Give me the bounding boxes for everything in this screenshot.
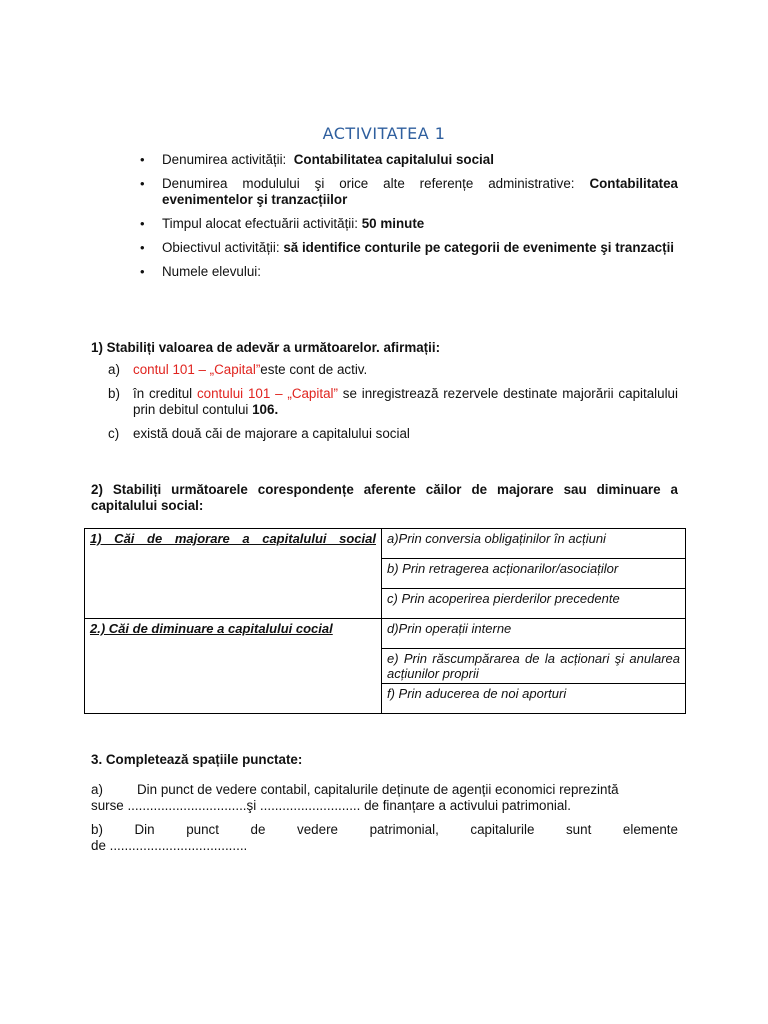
fill-in-item-b bbox=[91, 822, 678, 854]
module-name-value: Contabilitatea evenimentelor şi tranzacțiilor bbox=[162, 176, 678, 207]
list-item bbox=[108, 426, 678, 442]
list-item bbox=[136, 240, 678, 256]
time-value: 50 minute bbox=[361, 216, 425, 231]
item-label: b) bbox=[91, 822, 103, 837]
bullet-icon: • bbox=[140, 176, 145, 191]
table-cell: c) Prin acoperirea pierderilor precedente bbox=[382, 589, 686, 619]
list-item bbox=[108, 386, 678, 418]
list-item bbox=[108, 362, 678, 378]
fill-in-text: Din punct de vedere patrimonial, capitalurile sunt elemente bbox=[134, 822, 678, 837]
list-item bbox=[91, 782, 678, 814]
item-label: b) bbox=[108, 386, 120, 401]
increase-ways-cell: 1) Căi de majorare a capitalului social bbox=[85, 529, 382, 619]
table-cell: a)Prin conversia obligaținilor în acțiuni bbox=[382, 529, 686, 559]
module-name-label: Denumirea modulului şi orice alte referențe administrative: bbox=[162, 176, 575, 191]
activity-name-value: Contabilitatea capitalului social bbox=[293, 152, 494, 167]
red-highlight-text: contul 101 – „Capital” bbox=[133, 362, 261, 377]
student-name-label: Numele elevului: bbox=[162, 264, 261, 279]
bullet-icon: • bbox=[140, 152, 145, 167]
list-item bbox=[136, 216, 678, 232]
item-label: a) bbox=[91, 782, 103, 797]
page-title: ACTIVITATEA 1 bbox=[322, 124, 446, 143]
table-cell: b) Prin retragerea acționarilor/asociaților bbox=[382, 559, 686, 589]
activity-name-label: Denumirea activității: bbox=[162, 152, 287, 167]
statement-text: se inregistrează rezervele destinate majorării capitalului prin debitul contului bbox=[133, 386, 678, 417]
red-highlight-text: contului 101 – „Capital” bbox=[196, 386, 338, 401]
table-cell: e) Prin răscumpărarea de la acționari şi anularea acțiunilor proprii bbox=[382, 649, 686, 684]
fill-in-item-a bbox=[91, 782, 678, 814]
fill-in-line: de ..................................... bbox=[91, 838, 248, 853]
statement-text: este cont de activ. bbox=[260, 362, 368, 377]
fill-in-line bbox=[91, 782, 678, 798]
fill-in-text: Din punct de vedere contabil, capitalurile deținute de agenții economici reprezintă bbox=[137, 782, 619, 797]
table-row bbox=[85, 529, 686, 559]
question-1-title: 1) Stabiliți valoarea de adevăr a următoarelor. afirmații: bbox=[91, 340, 441, 355]
fill-in-line: surse ................................şi ........................... de finanțare a activului patrimonial. bbox=[91, 798, 572, 813]
list-item bbox=[136, 264, 678, 280]
bullet-icon: • bbox=[140, 240, 145, 255]
statement-text: în creditul bbox=[133, 386, 197, 401]
list-item bbox=[136, 152, 678, 168]
question-1-statements bbox=[108, 362, 678, 450]
statement-text: există două căi de majorare a capitalului social bbox=[133, 426, 410, 441]
objective-value: să identifice conturile pe categorii de evenimente şi tranzacții bbox=[283, 240, 675, 255]
item-label: a) bbox=[108, 362, 120, 377]
item-label: c) bbox=[108, 426, 120, 441]
list-item bbox=[136, 176, 678, 208]
decrease-ways-cell: 2.) Căi de diminuare a capitalului cocial bbox=[85, 619, 382, 714]
bullet-icon: • bbox=[140, 264, 145, 279]
list-item bbox=[91, 822, 678, 854]
account-number: 106. bbox=[252, 402, 279, 417]
table-row bbox=[85, 619, 686, 649]
question-3-title: 3. Completează spațiile punctate: bbox=[91, 752, 303, 767]
objective-label: Obiectivul activității: bbox=[162, 240, 280, 255]
correspondence-table bbox=[84, 528, 686, 714]
table-cell: f) Prin aducerea de noi aporturi bbox=[382, 684, 686, 714]
table-cell: d)Prin operații interne bbox=[382, 619, 686, 649]
bullet-icon: • bbox=[140, 216, 145, 231]
activity-info-list bbox=[136, 152, 678, 288]
fill-in-line bbox=[91, 822, 678, 838]
question-2-title: 2) Stabiliți următoarele corespondențe aferente căilor de majorare sau diminuare a capitalului social: bbox=[91, 482, 678, 513]
time-label: Timpul alocat efectuării activității: bbox=[162, 216, 358, 231]
